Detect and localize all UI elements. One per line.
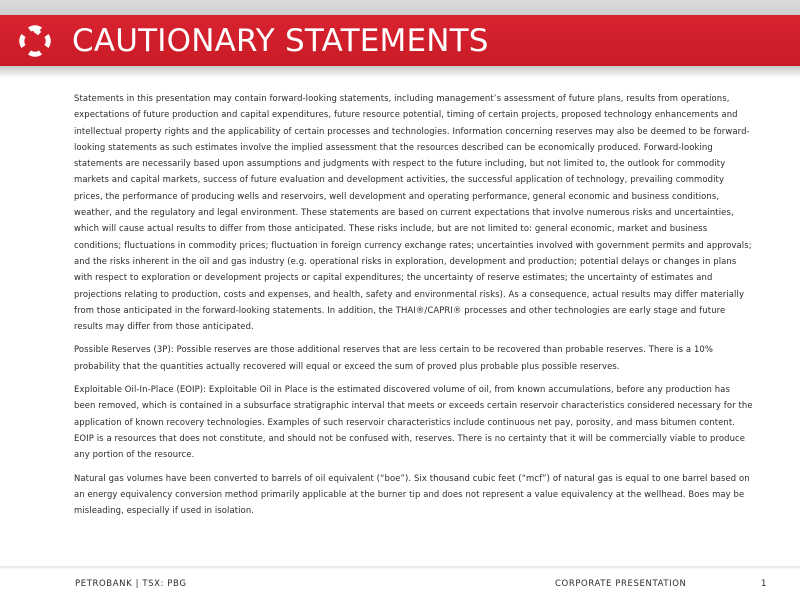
footer-divider: [0, 566, 800, 570]
forward-looking-paragraph: Statements in this presentation may contain forward-looking statements, including management’s assessment of future plans, results from operations, expectations of future production and capital expenditures, future resource potential, timing of certain projects, proposed technology enhancements and intellectual property rights and the applicability of certain processes and technologies. Information concerning reserves may also be deemed to be forward-looking statements as such estimates involve the implied assessment that the resources described can be economically produced. Forward-looking statements are necessarily based upon assumptions and judgments with respect to the future including, but not limited to, the outlook for commodity markets and capital markets, success of future evaluation and development activities, the successful application of technology, prevailing commodity prices, the performance of producing wells and reservoirs, well development and operating performance, general economic and business conditions, weather, and the regulatory and legal environment. These statements are based on current expectations that involve numerous risks and uncertainties, which will cause actual results to differ from those anticipated. These risks include, but are not limited to: general economic, market and business conditions; fluctuations in commodity prices; fluctuation in foreign currency exchange rates; uncertainties involved with government permits and approvals; and the risks inherent in the oil and gas industry (e.g. operational risks in exploration, development and production; potential delays or changes in plans with respect to exploration or development projects or capital expenditures; the uncertainty of reserve estimates; the uncertainty of estimates and projections relating to production, costs and expenses, and health, safety and environmental risks). As a consequence, actual results may differ materially from those anticipated in the forward-looking statements. In addition, the THAI®/CAPRI® processes and other technologies are early stage and future results may differ from those anticipated.: [74, 93, 752, 332]
title-bar: [0, 15, 800, 66]
page-number: 1: [761, 579, 767, 589]
top-gray-band: [0, 0, 800, 15]
eoip-paragraph: Exploitable Oil-In-Place (EOIP): Exploitable Oil in Place is the estimated discovered volume of oil, from known accumulations, before any production has been removed, which is contained in a subsurface stratigraphic interval that meets or exceeds certain reservoir characteristics considered necessary for the application of known recovery technologies. Examples of such reservoir characteristics include continuous net pay, porosity, and mass bitumen content. EOIP is a resources that does not constitute, and should not be confused with, reserves. There is no certainty that it will be commercially viable to produce any portion of the resource.: [74, 384, 753, 460]
footer-presentation-label: CORPORATE PRESENTATION: [555, 579, 687, 589]
page-title: CAUTIONARY STATEMENTS: [72, 23, 489, 59]
disclaimer-body: [74, 90, 754, 525]
header-shadow-band: [0, 66, 800, 78]
footer-company: PETROBANK | TSX: PBG: [75, 579, 187, 589]
possible-reserves-paragraph: Possible Reserves (3P): Possible reserves are those additional reserves that are less certain to be recovered than probable reserves. There is a 10% probability that the quantities actually recovered will equal or exceed the sum of proved plus probable plus possible reserves.: [74, 344, 714, 371]
petrobank-diamond-logo-icon: [17, 23, 53, 59]
natural-gas-paragraph: Natural gas volumes have been converted to barrels of oil equivalent (“boe”). Six thousand cubic feet (“mcf”) of natural gas is equal to one barrel based on an energy equivalency conversion method primarily applicable at the burner tip and does not represent a value equivalency at the wellhead. Boes may be misleading, especially if used in isolation.: [74, 472, 750, 516]
